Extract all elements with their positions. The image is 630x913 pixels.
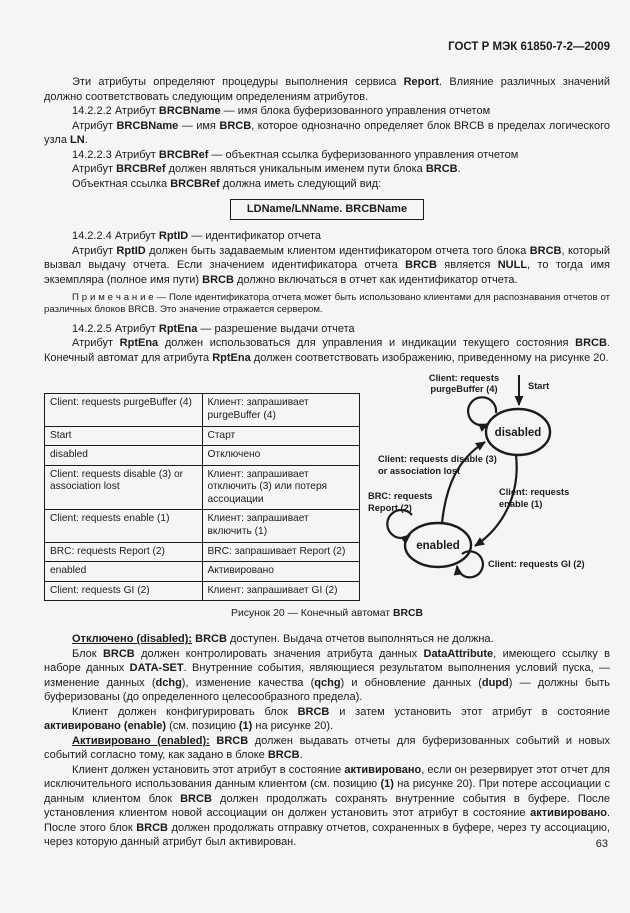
legend-cell-ru: Отключено xyxy=(202,446,360,466)
table-row xyxy=(45,446,360,466)
paragraph-brcbref: Атрибут BRCBRef должен являться уникальным именем пути блока BRCB. xyxy=(72,163,461,175)
page-number: 63 xyxy=(595,838,608,850)
table-row xyxy=(45,542,360,562)
label-gi: Client: requests GI (2) xyxy=(488,559,585,570)
paragraph-report-intro: Эти атрибуты определяют процедуры выполнения сервиса Report. Влияние различных значений должно соответствовать следующим определениям атрибутов. xyxy=(44,76,610,103)
formula-box: LDName/LNName. BRCBName xyxy=(230,199,424,220)
legend-cell-en: Start xyxy=(45,426,203,446)
label-report-line1: BRC: requests xyxy=(368,491,433,502)
legend-cell-en: Client: requests purgeBuffer (4) xyxy=(45,394,203,426)
legend-cell-en: disabled xyxy=(45,446,203,466)
legend-cell-en: Client: requests GI (2) xyxy=(45,581,203,601)
legend-cell-ru: Активировано xyxy=(202,562,360,582)
legend-cell-ru: Клиент: запрашивает GI (2) xyxy=(202,581,360,601)
label-enable-line2: enable (1) xyxy=(499,499,543,510)
heading-14-2-2-5: 14.2.2.5 Атрибут RptEna — разрешение выдачи отчета xyxy=(72,322,355,335)
table-row xyxy=(45,465,360,510)
label-disable-line2: or association lost xyxy=(378,466,461,477)
paragraph-enabled-def: Активировано (enabled): BRCB должен выдавать отчеты для буферизованных событий и новых событий согласно тому, как задано в блоке BRCB. xyxy=(44,734,610,762)
heading-14-2-2-2: 14.2.2.2 Атрибут BRCBName — имя блока буферизованного управления отчетом xyxy=(72,105,491,117)
paragraph-brcbname: Атрибут BRCBName — имя BRCB, которое однозначно определяет блок BRCB в пределах логического узла LN. xyxy=(44,119,610,146)
paragraph-buffering: Блок BRCB должен контролировать значения атрибута данных DataAttribute, имеющего ссылку в наборе данных DATA-SET. Внутренние события, являющиеся результатом выполнения условий пуска, — изменение данных (dchg), изменение качества (qchg) и обновление данных (dupd) — должны быть буферизованы (до определенного целесообразного предела). xyxy=(44,647,611,704)
label-report-line2: Report (2) xyxy=(368,503,412,514)
figure-caption: Рисунок 20 — Конечный автомат BRCB xyxy=(231,608,423,620)
legend-cell-ru: Старт xyxy=(202,426,360,446)
paragraph-rptid: Атрибут RptID должен быть задаваемым клиентом идентификатором отчета того блока BRCB, который вызвал выдачу отчета. Если значением идентификатора отчета BRCB является NULL, то тогда имя экземпляра (полное имя пути) BRCB должно включаться в отчет как идентификатор отчета. xyxy=(44,244,610,286)
paragraph-rptena: Атрибут RptEna должен использоваться для управления и индикации текущего состояния BRCB. Конечный автомат для атрибута RptEna должен соответствовать изображению, приведенному на рисунке 20. xyxy=(44,337,610,364)
paragraph-client-set: Клиент должен установить этот атрибут в состояние активировано, если он резервирует этот отчет для исключительного использования данным клиентом (см. позицию (1) на рисунке 20). При потере ассоциации с данным клиентом блок BRCB должен продолжать сохранять внутренние события в буфере. После установления клиентом новой ассоциации он должен установить этот атрибут в состояние активировано. После этого блок BRCB должен продолжать отправку отчетов, сохраненных в буфере, через ту ассоциацию, через которую данный атрибут был активирован. xyxy=(44,763,610,849)
legend-cell-en: Client: requests disable (3) or association lost xyxy=(45,465,203,510)
label-start: Start xyxy=(528,381,550,392)
label-enable-line1: Client: requests xyxy=(499,487,570,498)
legend-table xyxy=(44,393,360,601)
paragraph-configure: Клиент должен конфигурировать блок BRCB и затем установить этот атрибут в состояние активировано (enable) (см. позицию (1) на рисунке 20). xyxy=(44,705,610,733)
table-row xyxy=(45,562,360,582)
legend-cell-ru: Клиент: запрашивает включить (1) xyxy=(202,510,360,542)
legend-cell-en: Client: requests enable (1) xyxy=(45,510,203,542)
label-purgebuffer-line2: purgeBuffer (4) xyxy=(430,384,498,395)
label-purgebuffer-line1: Client: requests xyxy=(428,373,500,384)
legend-cell-ru: Клиент: запрашивает purgeBuffer (4) xyxy=(202,394,360,426)
table-row xyxy=(45,426,360,446)
legend-cell-en: BRC: requests Report (2) xyxy=(45,542,203,562)
legend-cell-ru: BRC: запрашивает Report (2) xyxy=(202,542,360,562)
table-row xyxy=(45,510,360,542)
legend-cell-en: enabled xyxy=(45,562,203,582)
page-header: ГОСТ Р МЭК 61850-7-2—2009 xyxy=(448,41,610,53)
heading-14-2-2-4: 14.2.2.4 Атрибут RptID — идентификатор отчета xyxy=(72,230,322,242)
paragraph-disabled-def: Отключено (disabled): BRCB доступен. Выдача отчетов выполняться не должна. xyxy=(72,633,494,646)
label-disable-line1: Client: requests disable (3) xyxy=(378,454,497,465)
state-disabled-label: disabled xyxy=(494,427,542,440)
legend-cell-ru: Клиент: запрашивает отключить (3) или потеря ассоциации xyxy=(202,465,360,510)
formula-container xyxy=(44,199,610,220)
note-paragraph: П р и м е ч а н и е — Поле идентификатора отчета может быть использовано клиентами для распознавания отчетов от различных блоков BRCB. Это значение отражается сервером. xyxy=(44,292,610,316)
heading-14-2-2-3: 14.2.2.3 Атрибут BRCBRef — объектная ссылка буферизованного управления отчетом xyxy=(72,148,519,161)
paragraph-brcbref-view: Объектная ссылка BRCBRef должна иметь следующий вид: xyxy=(72,177,382,190)
figure-20 xyxy=(44,367,610,601)
state-machine-diagram xyxy=(358,367,610,591)
state-enabled-label: enabled xyxy=(416,540,460,553)
table-row xyxy=(45,394,360,426)
table-row xyxy=(45,581,360,601)
